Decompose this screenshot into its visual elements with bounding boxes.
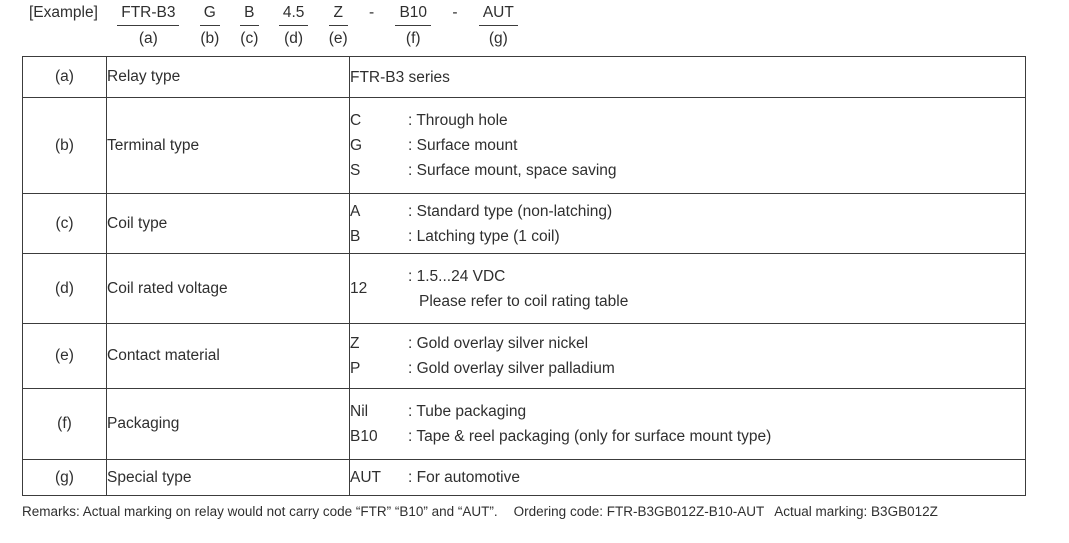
code-segment-f: [395, 3, 431, 49]
option-desc: : Tube packaging: [408, 403, 527, 420]
option-desc: : Latching type (1 coil): [408, 227, 560, 245]
segment-label: (d): [284, 30, 304, 47]
option-desc: : Surface mount: [408, 137, 518, 154]
option-desc: : Surface mount, space saving: [408, 162, 617, 179]
row-letter: (a): [23, 57, 107, 98]
remarks-line: [22, 504, 938, 519]
code-segment-e: [329, 3, 348, 49]
segment-code: G: [200, 3, 220, 26]
code-segment-d: [279, 3, 309, 49]
option-desc: : Gold overlay silver palladium: [408, 360, 615, 377]
option-desc: : Gold overlay silver nickel: [408, 335, 589, 352]
segment-code: 4.5: [279, 3, 309, 26]
row-label: Coil rated voltage: [107, 254, 350, 324]
segment-code: Z: [329, 3, 348, 26]
row-letter: (d): [23, 254, 107, 324]
option-code: S: [350, 162, 361, 179]
option-desc: : Tape & reel packaging (only for surface mount type): [408, 428, 772, 445]
code-desc-line: [350, 224, 1025, 249]
table-row-c: [23, 194, 1026, 254]
remarks-text: Remarks: Actual marking on relay would not carry code “FTR” “B10” and “AUT”.: [22, 504, 498, 519]
option-desc-block: [408, 264, 1025, 314]
code-desc-pair: [350, 264, 1025, 314]
example-prefix-text: [Example]: [29, 4, 98, 21]
option-desc: : For automotive: [408, 469, 520, 486]
code-separator-hyphen: [451, 3, 458, 28]
code-desc-line: [350, 331, 1025, 356]
table-row-g: [23, 460, 1026, 496]
segment-code: B10: [395, 3, 431, 26]
code-desc-line: [350, 465, 1025, 490]
row-value: [350, 194, 1026, 254]
table-row-f: [23, 389, 1026, 460]
row-letter: (e): [23, 324, 107, 389]
row-label: Coil type: [107, 194, 350, 254]
separator-text: -: [368, 4, 375, 21]
code-desc-line: [350, 158, 1025, 183]
segment-label: (g): [488, 30, 508, 47]
option-code: P: [350, 360, 361, 377]
segment-label: (a): [138, 30, 158, 47]
row-value: [350, 324, 1026, 389]
code-desc-line: [350, 108, 1025, 133]
option-code: B10: [350, 428, 378, 445]
option-code: Nil: [350, 403, 369, 420]
ordering-code-text: Ordering code: FTR-B3GB012Z-B10-AUT: [513, 504, 765, 519]
row-letter: (f): [23, 389, 107, 460]
code-desc-line: [350, 356, 1025, 381]
segment-label: (c): [240, 30, 259, 47]
table-row-a: [23, 57, 1026, 98]
segment-label: (b): [200, 30, 220, 47]
actual-marking-text: Actual marking: B3GB012Z: [774, 504, 938, 519]
option-code: AUT: [350, 469, 381, 486]
row-letter: (b): [23, 98, 107, 194]
row-value: [350, 254, 1026, 324]
option-code: C: [350, 112, 362, 129]
row-value: [350, 98, 1026, 194]
segment-label: (e): [328, 30, 348, 47]
row-label: Terminal type: [107, 98, 350, 194]
separator-text: -: [452, 4, 458, 21]
row-label: Packaging: [107, 389, 350, 460]
option-desc: : 1.5...24 VDC: [408, 267, 506, 285]
option-code: G: [350, 137, 363, 154]
code-segment-g: [479, 3, 518, 49]
segment-label: (f): [405, 30, 421, 47]
table-row-d: [23, 254, 1026, 324]
option-code: Z: [350, 335, 360, 352]
option-code: B: [350, 227, 361, 245]
example-header: [28, 3, 534, 49]
code-segment-c: [240, 3, 258, 49]
row-label: Special type: [107, 460, 350, 496]
code-desc-line: [350, 424, 1025, 449]
code-segment-a: [117, 3, 179, 49]
code-separator-hyphen: [368, 3, 375, 28]
code-desc-line: [350, 399, 1025, 424]
table-row-e: [23, 324, 1026, 389]
row-value: [350, 57, 1026, 98]
option-desc: : Standard type (non-latching): [408, 202, 613, 220]
row-letter: (c): [23, 194, 107, 254]
segment-code: B: [240, 3, 258, 26]
segment-code: FTR-B3: [117, 3, 179, 26]
example-prefix: [28, 3, 99, 28]
row-label: Relay type: [107, 57, 350, 98]
option-desc: : Through hole: [408, 112, 508, 129]
code-desc-line: [350, 199, 1025, 224]
segment-code: AUT: [479, 3, 518, 26]
ordering-legend-table: [22, 56, 1026, 496]
option-code: A: [350, 202, 361, 220]
code-segment-b: [200, 3, 220, 49]
row-value: [350, 389, 1026, 460]
row-value: [350, 460, 1026, 496]
row-letter: (g): [23, 460, 107, 496]
option-code: 12: [350, 279, 368, 297]
table-row-b: [23, 98, 1026, 194]
option-desc-note: Please refer to coil rating table: [419, 292, 629, 310]
value-text: FTR-B3 series: [350, 68, 450, 86]
code-desc-line: [350, 133, 1025, 158]
row-label: Contact material: [107, 324, 350, 389]
